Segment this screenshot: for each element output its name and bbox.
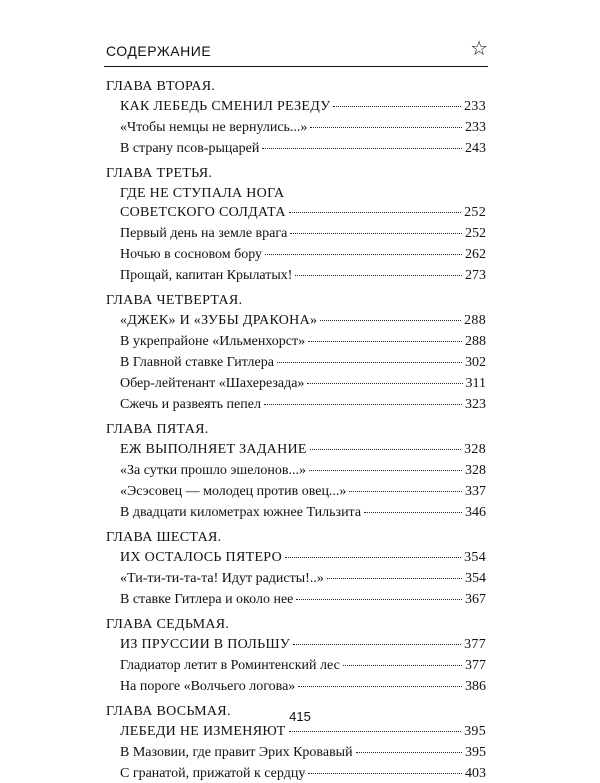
page-ref: 273 [465, 268, 486, 283]
section-entry-text: С гранатой, прижатой к сердцу [120, 766, 306, 781]
dot-leader [310, 127, 462, 128]
chapter-title-line [120, 203, 486, 222]
page-ref: 262 [465, 247, 486, 262]
dot-leader [289, 731, 462, 732]
section-entry [120, 677, 486, 696]
page-ref: 403 [465, 766, 486, 781]
dot-leader [277, 362, 462, 363]
section-entry-text: В Главной ставке Гитлера [120, 355, 274, 370]
section-entry [120, 353, 486, 372]
page-number: 415 [289, 709, 311, 724]
dot-leader [356, 752, 462, 753]
page-ref: 288 [464, 313, 486, 328]
chapter-label: ГЛАВА ВОСЬМАЯ. [106, 704, 231, 719]
dot-leader [298, 686, 462, 687]
dot-leader [285, 557, 461, 558]
dot-leader [262, 148, 462, 149]
header-title: СОДЕРЖАНИЕ [106, 43, 212, 59]
section-entry [120, 569, 486, 588]
running-header [104, 36, 488, 67]
page-ref: 328 [464, 442, 486, 457]
section-entry [120, 461, 486, 480]
chapter-title-line [120, 311, 486, 330]
section-entry-text: Обер-лейтенант «Шахерезада» [120, 376, 305, 391]
page-ref: 233 [465, 120, 486, 135]
dot-leader [343, 665, 462, 666]
star-icon: ☆ [470, 36, 488, 60]
table-of-contents [106, 77, 486, 783]
chapter-title-line [120, 548, 486, 567]
section-entry-text: Ночью в сосновом бору [120, 247, 263, 262]
page-ref: 354 [465, 571, 486, 586]
section-entry-text: Первый день на земле врага [120, 226, 288, 241]
section-entry-text: В двадцати километрах южнее Тильзита [120, 505, 362, 520]
dot-leader [333, 106, 461, 107]
chapter-title-line-text: СОВЕТСКОГО СОЛДАТА [120, 205, 286, 220]
section-entry-text: Прощай, капитан Крылатых! [120, 268, 293, 283]
section-entry [120, 503, 486, 522]
dot-leader [349, 491, 462, 492]
section-entry [120, 224, 486, 243]
chapter-label: ГЛАВА СЕДЬМАЯ. [106, 617, 230, 632]
section-entry [120, 764, 486, 783]
chapter-entry [106, 164, 486, 285]
section-entry [120, 656, 486, 675]
chapter-title-line-text: ЕЖ ВЫПОЛНЯЕТ ЗАДАНИЕ [120, 442, 307, 457]
dot-leader [364, 512, 462, 513]
page-ref: 346 [465, 505, 486, 520]
chapter-title-line [120, 722, 486, 741]
section-entry-text: «Эсэсовец — молодец против овец...» [120, 484, 347, 499]
page-ref: 354 [464, 550, 486, 565]
section-entry-text: Гладиатор летит в Роминтенский лес [120, 658, 340, 673]
section-entry [120, 482, 486, 501]
section-entry [120, 743, 486, 762]
dot-leader [295, 275, 462, 276]
page-ref: 252 [464, 205, 486, 220]
page-ref: 233 [464, 99, 486, 114]
dot-leader [307, 383, 462, 384]
chapter-title-line-text: ЛЕБЕДИ НЕ ИЗМЕНЯЮТ [120, 724, 286, 739]
section-entry [120, 266, 486, 285]
page-ref: 395 [465, 745, 486, 760]
section-entry [120, 139, 486, 158]
section-entry [120, 590, 486, 609]
dot-leader [296, 599, 462, 600]
section-entry-text: «Чтобы немцы не вернулись...» [120, 120, 308, 135]
chapter-title-line [120, 440, 486, 459]
dot-leader [320, 320, 461, 321]
section-entry [120, 118, 486, 137]
page-ref: 243 [465, 141, 486, 156]
chapter-label: ГЛАВА ТРЕТЬЯ. [106, 166, 213, 181]
chapter-entry [106, 615, 486, 696]
chapter-entry [106, 77, 486, 158]
dot-leader [289, 212, 461, 213]
chapter-label: ГЛАВА ЧЕТВЕРТАЯ. [106, 293, 243, 308]
chapter-title-line [120, 184, 486, 203]
page-ref: 337 [465, 484, 486, 499]
dot-leader [290, 233, 462, 234]
dot-leader [293, 644, 461, 645]
chapter-label: ГЛАВА ВТОРАЯ. [106, 79, 216, 94]
section-entry [120, 245, 486, 264]
section-entry-text: «Ти-ти-ти-та-та! Идут радисты!..» [120, 571, 324, 586]
chapter-label: ГЛАВА ШЕСТАЯ. [106, 530, 222, 545]
page-ref: 367 [465, 592, 486, 607]
dot-leader [264, 404, 462, 405]
page-ref: 302 [465, 355, 486, 370]
chapter-entry [106, 420, 486, 522]
section-entry-text: В страну псов-рыцарей [120, 141, 260, 156]
page-ref: 323 [465, 397, 486, 412]
section-entry-text: На пороге «Волчьего логова» [120, 679, 296, 694]
dot-leader [308, 341, 462, 342]
chapter-title-line-text: ИЗ ПРУССИИ В ПОЛЬШУ [120, 637, 291, 652]
page-ref: 395 [464, 724, 486, 739]
chapter-title-line-text: КАК ЛЕБЕДЬ СМЕНИЛ РЕЗЕДУ [120, 99, 331, 114]
section-entry-text: «За сутки прошло эшелонов...» [120, 463, 307, 478]
page-ref: 311 [465, 376, 486, 391]
page-ref: 377 [465, 658, 486, 673]
dot-leader [310, 449, 461, 450]
dot-leader [309, 470, 462, 471]
page-ref: 377 [464, 637, 486, 652]
section-entry-text: В Мазовии, где правит Эрих Кровавый [120, 745, 353, 760]
chapter-entry [106, 528, 486, 609]
page-ref: 386 [465, 679, 486, 694]
chapter-title-line-text: ИХ ОСТАЛОСЬ ПЯТЕРО [120, 550, 282, 565]
chapter-title-line-text: ГДЕ НЕ СТУПАЛА НОГА [120, 186, 285, 201]
chapter-title-line-text: «ДЖЕК» И «ЗУБЫ ДРАКОНА» [120, 313, 318, 328]
chapter-entry [106, 291, 486, 414]
page-ref: 328 [465, 463, 486, 478]
dot-leader [308, 773, 462, 774]
page-ref: 288 [465, 334, 486, 349]
dot-leader [265, 254, 462, 255]
chapter-title-line [120, 97, 486, 116]
section-entry-text: В укрепрайоне «Ильменхорст» [120, 334, 306, 349]
dot-leader [327, 578, 462, 579]
chapter-label: ГЛАВА ПЯТАЯ. [106, 422, 209, 437]
section-entry [120, 374, 486, 393]
chapter-title-line [120, 635, 486, 654]
section-entry-text: Сжечь и развеять пепел [120, 397, 261, 412]
section-entry [120, 332, 486, 351]
section-entry-text: В ставке Гитлера и около нее [120, 592, 294, 607]
section-entry [120, 395, 486, 414]
page-ref: 252 [465, 226, 486, 241]
